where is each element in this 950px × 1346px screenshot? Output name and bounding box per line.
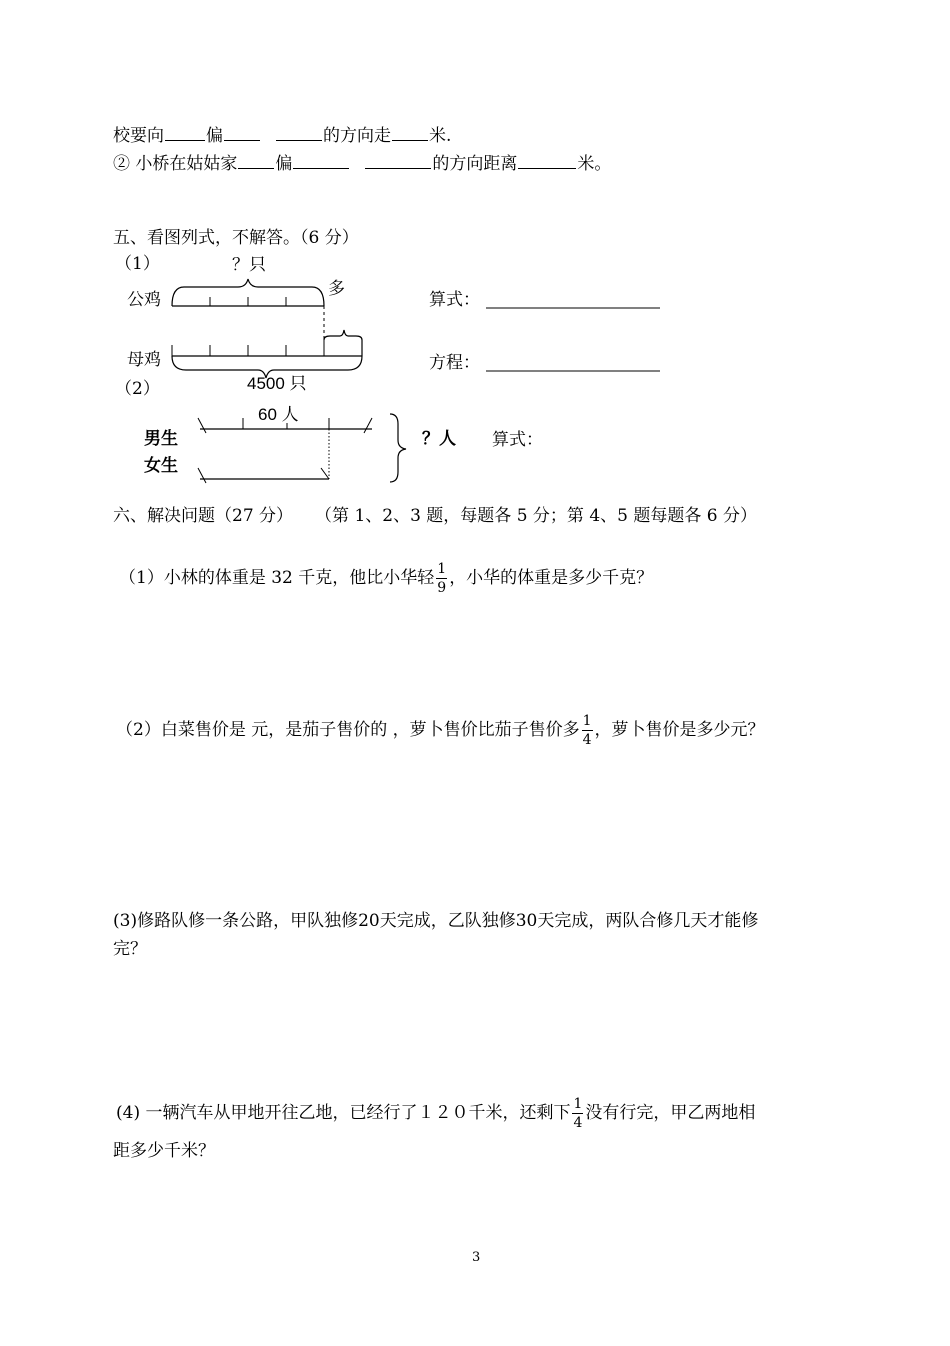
- rooster-label: 公鸡: [127, 290, 161, 310]
- girls-label: 女生: [144, 456, 178, 476]
- q1-label: （1）: [115, 254, 160, 274]
- hen-label: 母鸡: [127, 350, 161, 370]
- formula-label-2: 算式：: [492, 430, 543, 450]
- section5-title: 五、看图列式，不解答。（6 分）: [113, 228, 359, 248]
- problem-3-line2: 完？: [113, 939, 147, 959]
- top-brace-label: ？只: [232, 255, 266, 275]
- sixty-label: 60 人: [258, 405, 299, 424]
- s4-line2: ② 小桥在姑姑家 偏 的方向距离 米。: [113, 154, 612, 174]
- equation-label-1: 方程：: [429, 353, 480, 373]
- formula-label-1: 算式：: [429, 290, 480, 310]
- fraction-1-4: $\frac{1}{4}$: [582, 713, 592, 748]
- bottom-brace-label: 4500 只: [247, 374, 307, 393]
- total-brace: [390, 414, 406, 482]
- more-brace: [324, 330, 362, 356]
- problem-4-line2: 距多少千米？: [113, 1141, 215, 1161]
- bottom-brace: [172, 356, 362, 378]
- fraction-1-4-b: $\frac{1}{4}$: [573, 1096, 583, 1131]
- problem-4: (4) 一辆汽车从甲地开往乙地，已经行了１２０千米，还剩下 $\frac{1}{4}$ 没有行完，甲乙两地相: [116, 1096, 756, 1131]
- s4-line1: 校要向 偏 的方向走 米.: [113, 126, 452, 146]
- problem-2: （2）白菜售价是 元，是茄子售价的 ，萝卜售价比茄子售价多 $\frac{1}{4}$ ，萝卜售价是多少元？: [116, 713, 765, 748]
- chicken-diagram: [0, 0, 950, 500]
- q2-label: （2）: [115, 379, 160, 399]
- page-number: 3: [472, 1250, 481, 1265]
- total-label: ？人: [422, 429, 456, 449]
- boys-label: 男生: [144, 429, 178, 449]
- section6-title: 六、解决问题（27 分） （第 1、2、3 题，每题各 5 分；第 4、5 题每题各 6 分）: [113, 506, 757, 526]
- problem-3-line1: (3)修路队修一条公路，甲队独修20天完成，乙队独修30天完成，两队合修几天才能修: [113, 911, 759, 931]
- fraction-1-9: $\frac{1}{9}$: [437, 561, 447, 596]
- problem-1: （1）小林的体重是 32 千克，他比小华轻 $\frac{1}{9}$ ，小华的体重是多少千克？: [119, 561, 654, 596]
- more-label: 多: [328, 279, 345, 299]
